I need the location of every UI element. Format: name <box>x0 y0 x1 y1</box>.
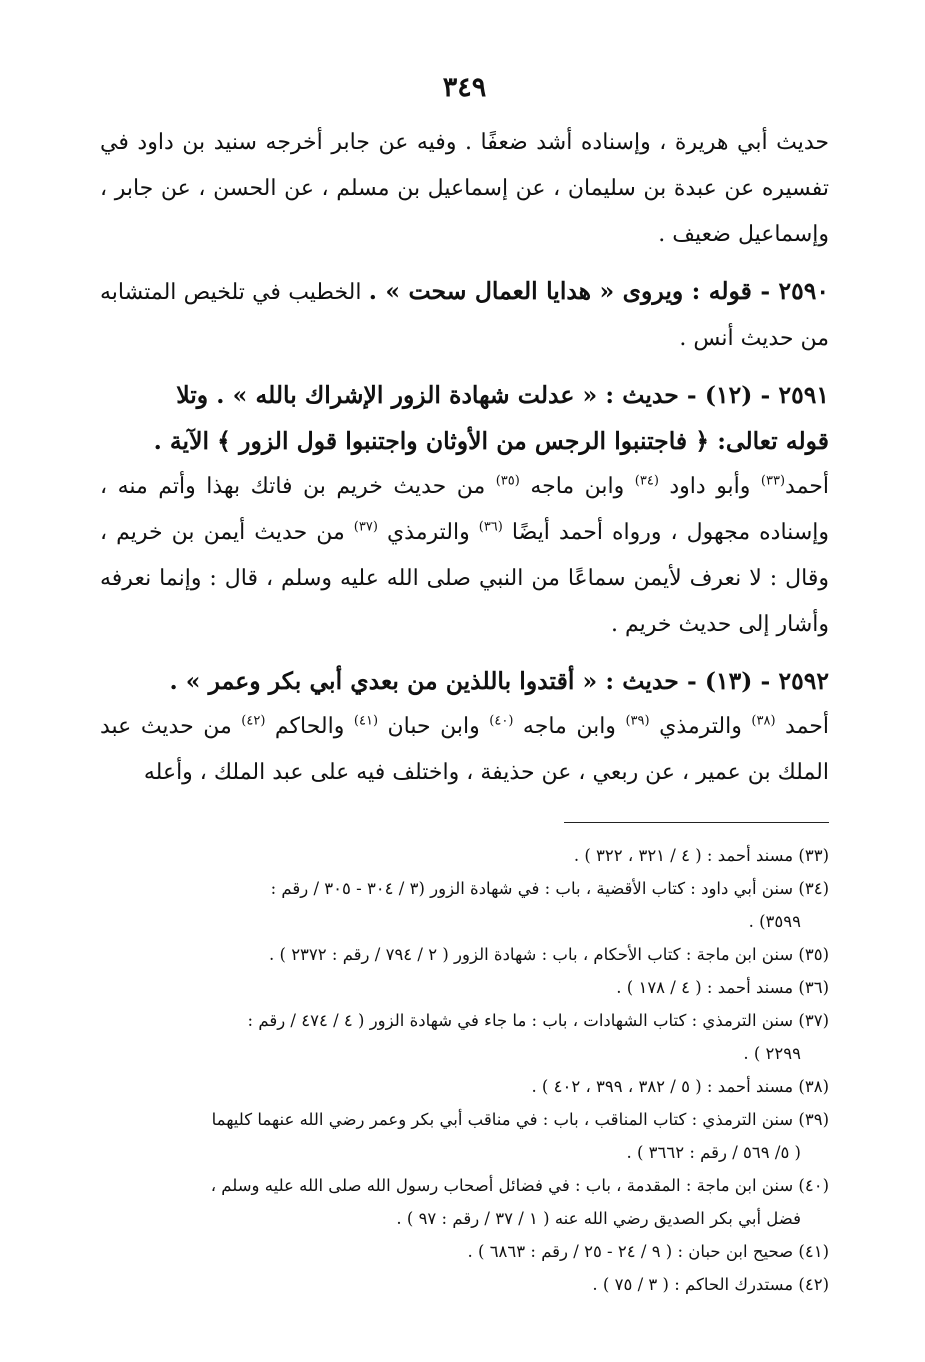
entry-text: من حديث عبد الملك بن عمير ، عن ربعي ، عن حذيفة ، واختلف فيه على عبد الملك ، وأعله <box>100 714 829 786</box>
entry-heading: ٢٥٩٠ - قوله : ويروى « هدايا العمال سحت » . <box>368 277 829 306</box>
entry-heading: ٢٥٩٢ - (١٣) - حديث : « أقتدوا باللذين من بعدي أبي بكر وعمر » . <box>169 667 829 696</box>
entry-text: والترمذي <box>377 520 479 546</box>
entry-text: الخطيب في تلخيص المتشابه من حديث أنس . <box>100 280 829 352</box>
footnote-42: (٤٢) مستدرك الحاكم : ( ٣ / ٧٥ ) . <box>592 1275 829 1295</box>
footnote-text: (٣٤) سنن أبي داود : كتاب الأقضية ، باب : في شهادة الزور (٣ / ٣٠٤ - ٣٠٥ / رقم : <box>270 879 829 899</box>
footnote-ref: (٤٢) <box>241 714 266 730</box>
entry-text: وابن ماجه <box>513 714 626 740</box>
entry-text: من حديث خريم بن فاتك بهذا وأتم منه ، وإسناده مجهول ، ورواه أحمد أيضًا <box>100 474 829 546</box>
footnote-ref: (٣٣) <box>760 474 786 490</box>
footnote-ref: (٣٩) <box>625 714 650 730</box>
footnote-text-continued: ٣٥٩٩) . <box>748 912 801 932</box>
footnote-text-continued: ٢٢٩٩ ) . <box>743 1044 801 1064</box>
footnote-40 <box>100 1169 829 1235</box>
footnote-separator <box>564 822 829 823</box>
footnote-ref: (٤١) <box>353 714 379 730</box>
footnote-text-continued: فضل أبي بكر الصديق رضي الله عنه ( ١ / ٣٧ / رقم : ٩٧ ) . <box>396 1209 801 1229</box>
footnote-ref: (٣٧) <box>353 520 378 536</box>
entry-text: وابن ماجه <box>519 474 635 500</box>
footnote-ref: (٣٤) <box>634 474 659 490</box>
entry-2590 <box>100 268 829 362</box>
footnote-ref: (٣٦) <box>478 520 503 536</box>
entry-text: من حديث أيمن بن خريم ، وقال : لا نعرف لأيمن سماعًا من النبي صلى الله عليه وسلم ، قال : وإنما نعرفه وأشار إلى حديث خريم . <box>100 520 829 638</box>
entry-heading: ٢٥٩١ - (١٢) - حديث : « عدلت شهادة الزور الإشراك بالله » . وتلا <box>176 381 829 410</box>
entry-text: والحاكم <box>265 714 354 740</box>
paragraph-continuation: حديث أبي هريرة ، وإسناده أشد ضعفًا . وفيه عن جابر أخرجه سنيد بن داود في تفسيره عن عبدة بن سليمان ، عن إسماعيل بن مسلم ، عن الحسن ، عن جابر ، وإسماعيل ضعيف . <box>100 130 829 248</box>
entry-heading-verse: قوله تعالى: ﴿ فاجتنبوا الرجس من الأوثان واجتنبوا قول الزور ﴾ الآية . <box>153 427 829 456</box>
footnote-36: (٣٦) مسند أحمد : ( ٤ / ١٧٨ ) . <box>616 978 829 998</box>
footnote-ref: (٣٥) <box>495 474 520 490</box>
footnote-33: (٣٣) مسند أحمد : ( ٤ / ٣٢١ ، ٣٢٢ ) . <box>573 846 829 866</box>
entry-2592 <box>100 658 829 796</box>
footnote-text: (٤٠) سنن ابن ماجة : المقدمة ، باب : في فضائل أصحاب رسول الله صلى الله عليه وسلم ، <box>210 1176 829 1196</box>
footnote-35: (٣٥) سنن ابن ماجة : كتاب الأحكام ، باب : شهادة الزور ( ٢ / ٧٩٤ / رقم : ٢٣٧٢ ) . <box>269 945 829 965</box>
footnote-text: (٣٧) سنن الترمذي : كتاب الشهادات ، باب : ما جاء في شهادة الزور ( ٤ / ٤٧٤ / رقم : <box>247 1011 829 1031</box>
footnote-38: (٣٨) مسند أحمد : ( ٥ / ٣٨٢ ، ٣٩٩ ، ٤٠٢ ) . <box>531 1077 829 1097</box>
footnote-34 <box>100 872 829 938</box>
entry-text: أحمد <box>775 714 830 740</box>
entry-text: أحمد <box>785 474 830 500</box>
footnote-text: (٣٩) سنن الترمذي : كتاب المناقب ، باب : في مناقب أبي بكر وعمر رضي الله عنهما كليهما <box>211 1110 829 1130</box>
entry-text: والترمذي <box>649 714 752 740</box>
footnote-37 <box>100 1004 829 1070</box>
footnote-ref: (٣٨) <box>751 714 776 730</box>
footnote-ref: (٤٠) <box>489 714 514 730</box>
footnotes <box>100 839 829 1301</box>
page-number: ٣٤٩ <box>442 72 487 103</box>
entry-text: وابن حبان <box>378 714 490 740</box>
footnote-text-continued: ( ٥/ ٥٦٩ / رقم : ٣٦٦٢ ) . <box>626 1143 801 1163</box>
footnote-39 <box>100 1103 829 1169</box>
footnote-41: (٤١) صحيح ابن حبان : ( ٩ / ٢٤ - ٢٥ / رقم : ٦٨٦٣ ) . <box>467 1242 829 1262</box>
entry-text: وأبو داود <box>658 474 761 500</box>
main-text <box>100 120 829 796</box>
entry-2591 <box>100 372 829 648</box>
